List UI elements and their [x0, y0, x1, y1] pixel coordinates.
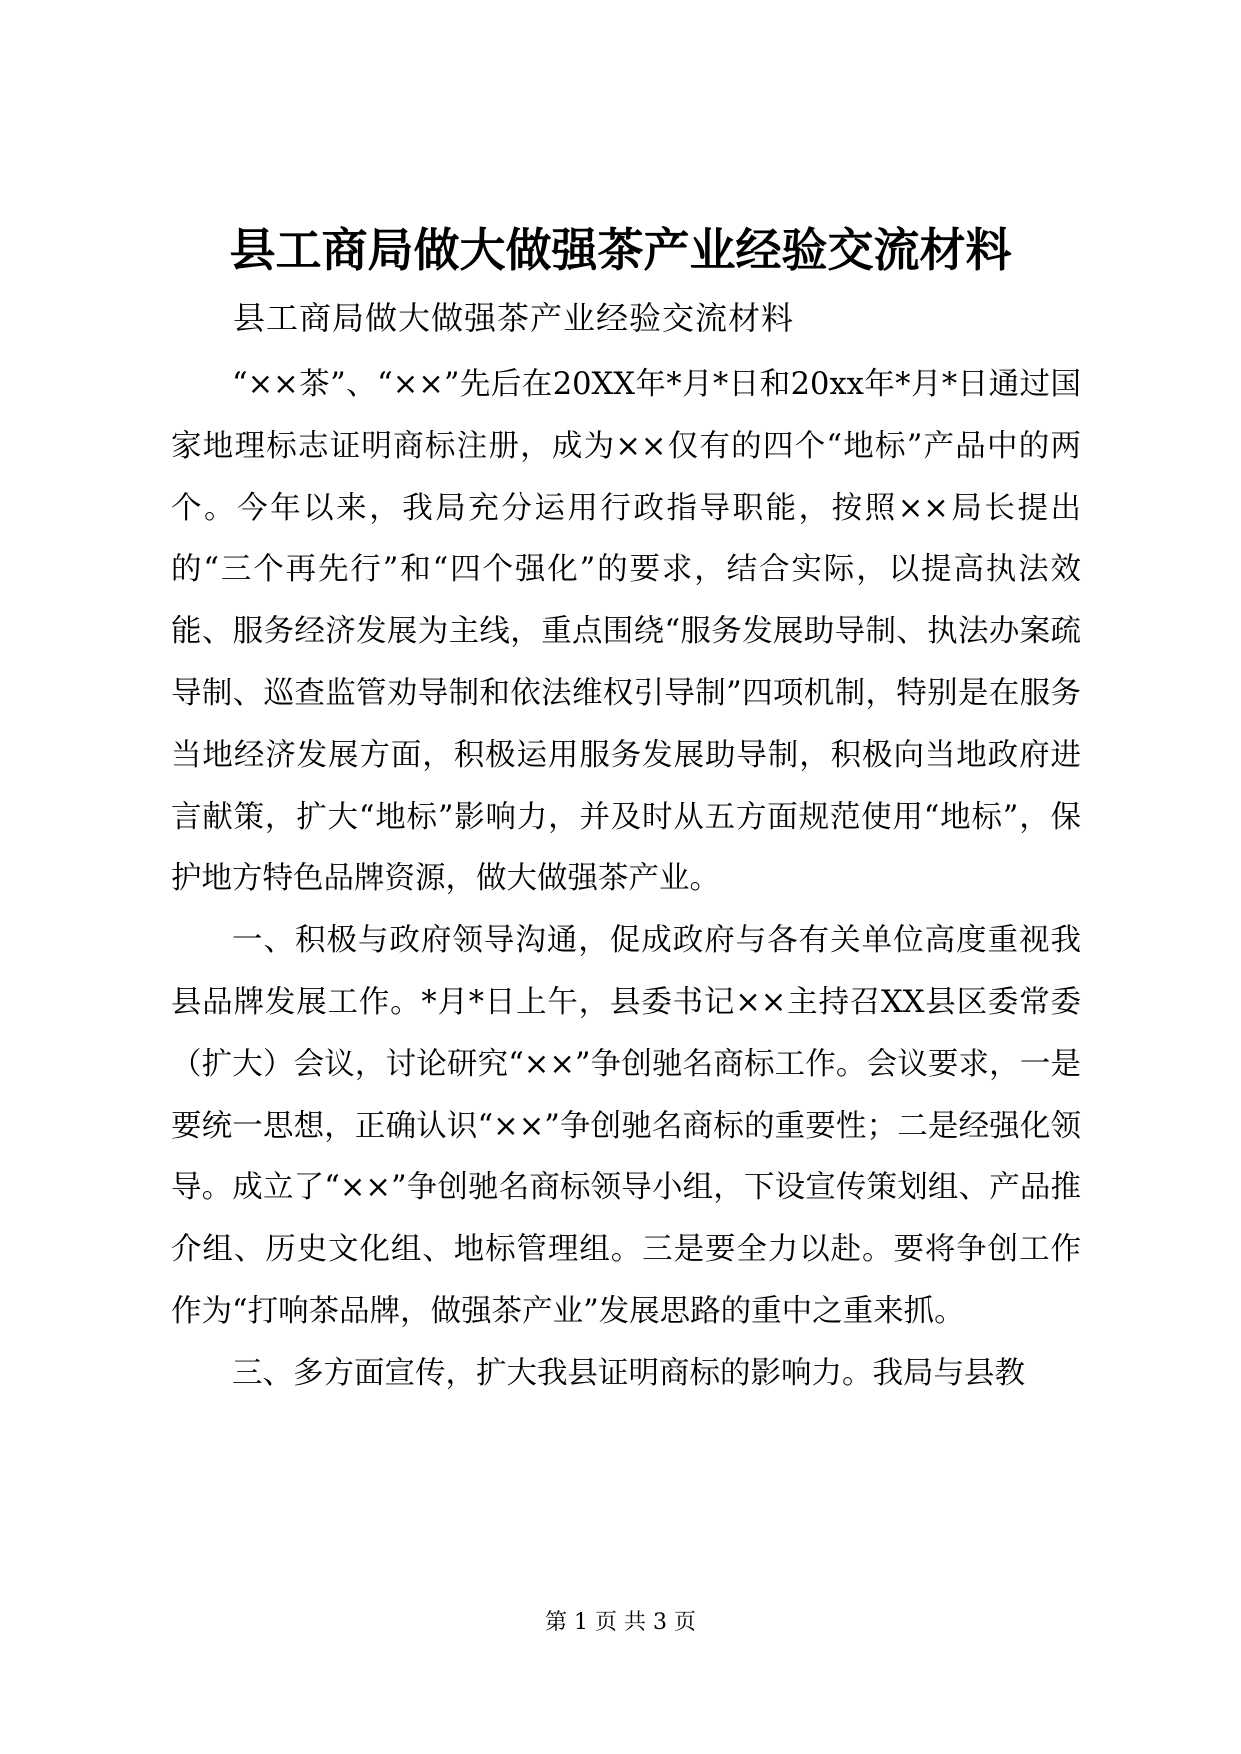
paragraph-section-3: 三、多方面宣传，扩大我县证明商标的影响力。我局与县教	[232, 1355, 1025, 1391]
paragraph-section-1: 一、积极与政府领导沟通，促成政府与各有关单位高度重视我县品牌发展工作。*月*日上午，县委书记××主持召XX县区委常委（扩大）会议，讨论研究“××”争创驰名商标工作。会议要求，一是要统一思想，正确认识“××”争创驰名商标的重要性；二是经强化领导。成立了“××”争创驰名商标领导小组，下设宣传策划组、产品推介组、历史文化组、地标管理组。三是要全力以赴。要将争创工作作为“打响茶品牌，做强茶产业”发展思路的重中之重来抓。	[171, 923, 1081, 1329]
document-title: 县工商局做大做强茶产业经验交流材料	[229, 223, 1012, 277]
document-subtitle: 县工商局做大做强茶产业经验交流材料	[233, 299, 795, 337]
paragraph-intro: “××茶”、“××”先后在20XX年*月*日和20xx年*月*日通过国家地理标志证明商标注册，成为××仅有的四个“地标”产品中的两个。今年以来，我局充分运用行政指导职能，按照××局长提出的“三个再先行”和“四个强化”的要求，结合实际，以提高执法效能、服务经济发展为主线，重点围绕“服务发展助导制、执法办案疏导制、巡查监管劝导制和依法维权引导制”四项机制，特别是在服务当地经济发展方面，积极运用服务发展助导制，积极向当地政府进言献策，扩大“地标”影响力，并及时从五方面规范使用“地标”，保护地方特色品牌资源，做大做强茶产业。	[171, 367, 1081, 897]
document-body	[171, 354, 1081, 1405]
page-footer: 第 1 页 共 3 页	[545, 1610, 696, 1635]
